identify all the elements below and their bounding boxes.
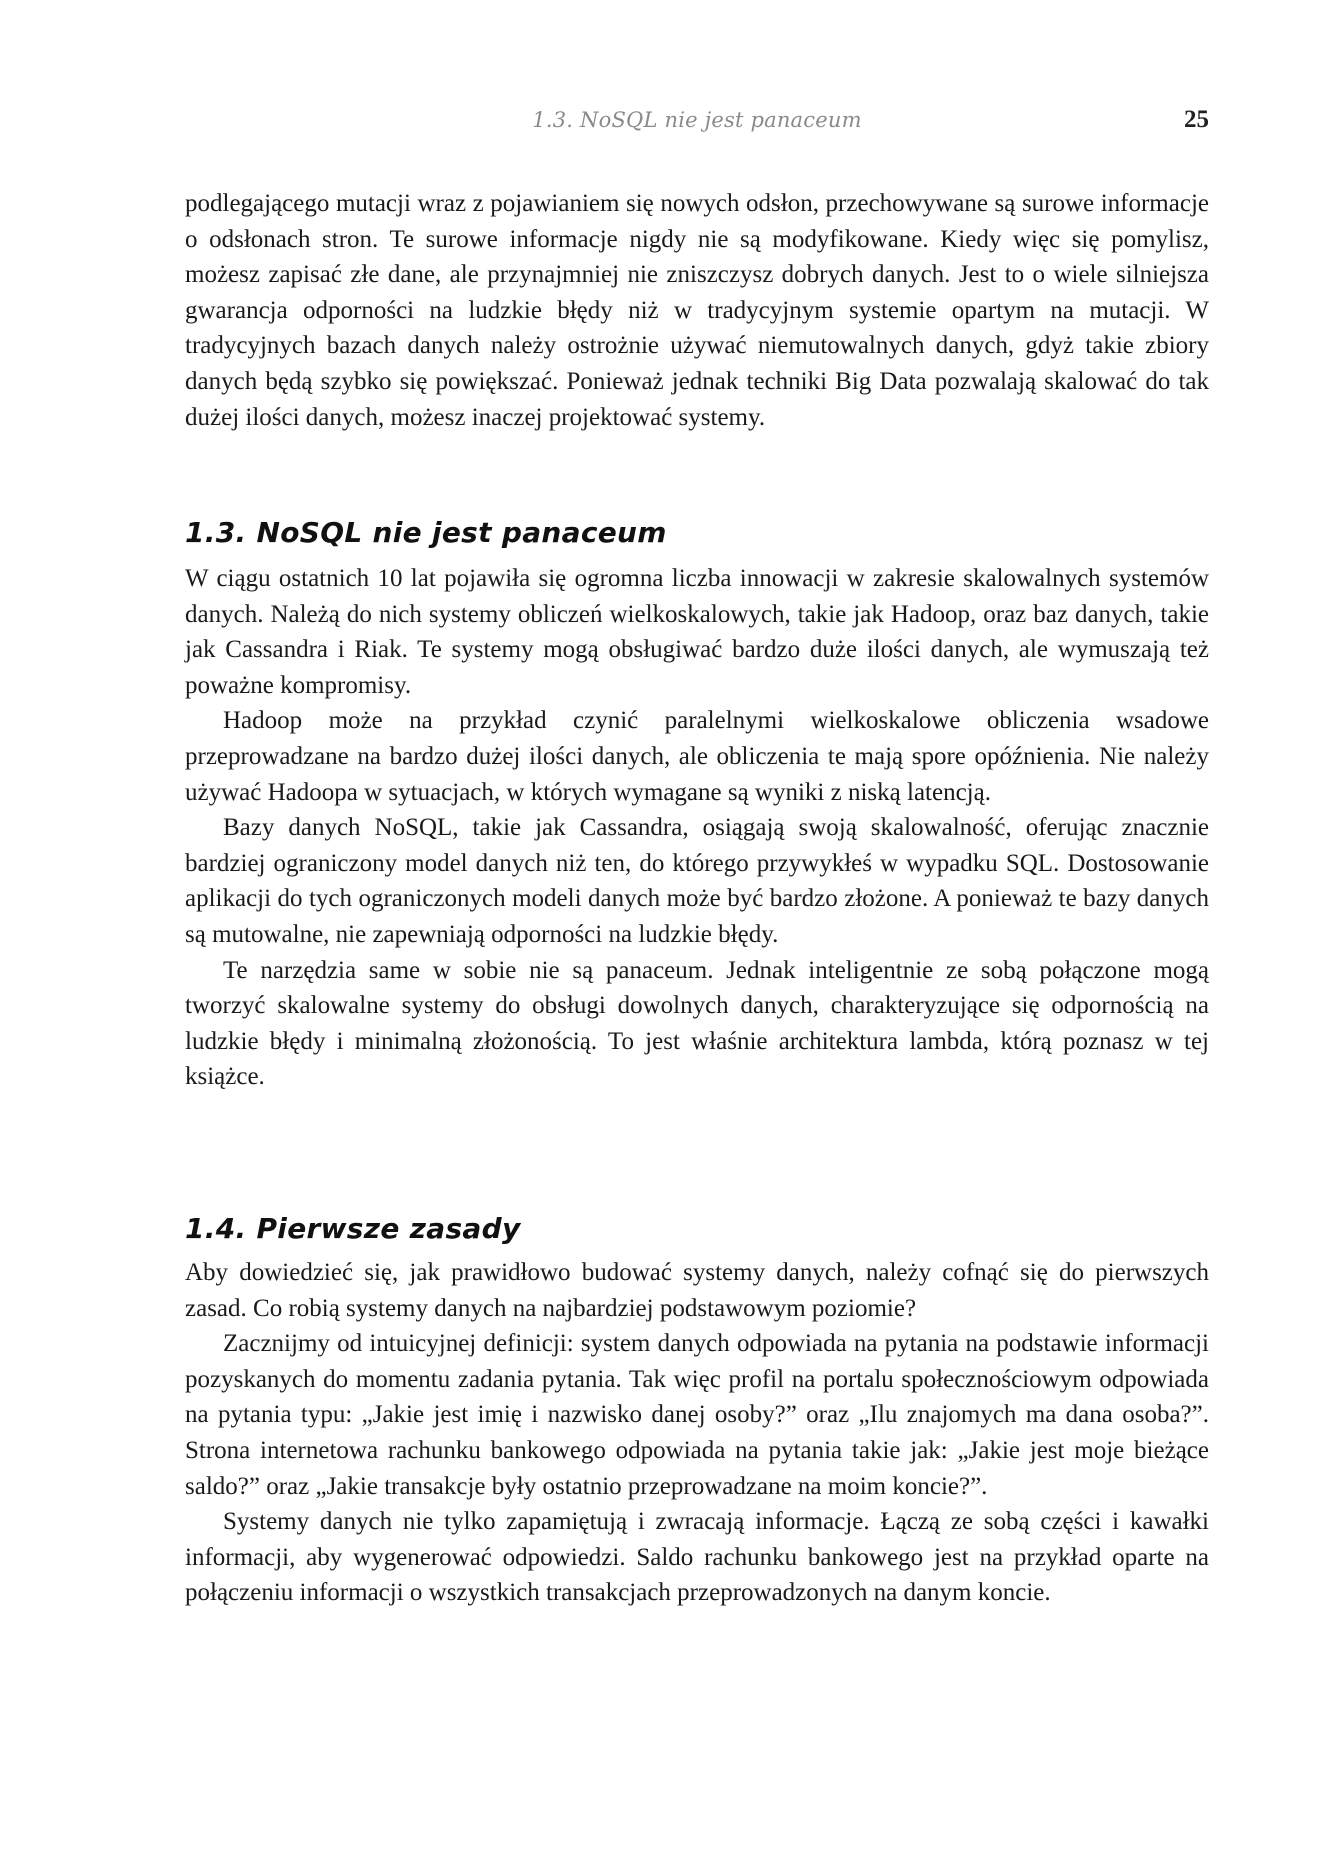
section-heading-1-4: 1.4. Pierwsze zasady (185, 1212, 521, 1245)
paragraph: W ciągu ostatnich 10 lat pojawiła się ogromna liczba innowacji w zakresie skalowalnych systemów danych. Należą do nich systemy obliczeń wielkoskalowych, takie jak Hadoop, oraz baz danych, takie jak Cassandra i Riak. Te systemy mogą obsługiwać bardzo duże ilości danych, ale wymuszają też poważne kompromisy. (185, 565, 1209, 699)
paragraph: Systemy danych nie tylko zapamiętują i zwracają informacje. Łączą ze sobą części i kawałki informacji, aby wygenerować odpowiedzi. Saldo rachunku bankowego jest na przykład oparte na połączeniu informacji o wszystkich transakcjach przeprowadzonych na danym koncie. (185, 1508, 1209, 1607)
intro-text-block (185, 186, 1209, 435)
running-head (185, 108, 1209, 138)
paragraph: Zacznijmy od intuicyjnej definicji: system danych odpowiada na pytania na podstawie informacji pozyskanych do momentu zadania pytania. Tak więc profil na portalu społecznościowym odpowiada na pytania typu: „Jakie jest imię i nazwisko danej osoby?” oraz „Ilu znajomych ma dana osoba?”. Strona internetowa rachunku bankowego odpowiada na pytania takie jak: „Jakie jest moje bieżące saldo?” oraz „Jakie transakcje były ostatnio przeprowadzane na moim koncie?”. (185, 1330, 1209, 1500)
paragraph: Aby dowiedzieć się, jak prawidłowo budować systemy danych, należy cofnąć się do pierwszych zasad. Co robią systemy danych na najbardziej podstawowym poziomie? (185, 1259, 1209, 1322)
paragraph: Bazy danych NoSQL, takie jak Cassandra, osiągają swoją skalowalność, oferując znacznie bardziej ograniczony model danych niż ten, do którego przywykłeś w wypadku SQL. Dostosowanie aplikacji do tych ograniczonych modeli danych może być bardzo złożone. A ponieważ te bazy danych są mutowalne, nie zapewniają odporności na ludzkie błędy. (185, 814, 1209, 948)
page-number: 25 (1184, 106, 1209, 133)
paragraph: Te narzędzia same w sobie nie są panaceum. Jednak inteligentnie ze sobą połączone mogą tworzyć skalowalne systemy do obsługi dowolnych danych, charakteryzujące się odpornością na ludzkie błędy i minimalną złożonością. To jest właśnie architektura lambda, którą poznasz w tej książce. (185, 956, 1209, 1091)
paragraph: Hadoop może na przykład czynić paralelnymi wielkoskalowe obliczenia wsadowe przeprowadzane na bardzo dużej ilości danych, ale obliczenia te mają spore opóźnienia. Nie należy używać Hadoopa w sytuacjach, w których wymagane są wyniki z niską latencją. (185, 707, 1209, 806)
section-heading-1-3: 1.3. NoSQL nie jest panaceum (185, 516, 667, 549)
book-page (185, 0, 1209, 1867)
section-1-3-body (185, 561, 1209, 1095)
running-head-title: 1.3. NoSQL nie jest panaceum (532, 108, 862, 132)
section-1-4-body (185, 1255, 1209, 1611)
paragraph: podlegającego mutacji wraz z pojawianiem się nowych odsłon, przechowywane są surowe informacje o odsłonach stron. Te surowe informacje nigdy nie są modyfikowane. Kiedy więc się pomylisz, możesz zapisać złe dane, ale przynajmniej nie zniszczysz dobrych danych. Jest to o wiele silniejsza gwarancja odporności na ludzkie błędy niż w tradycyjnym systemie opartym na mutacji. W tradycyjnych bazach danych należy ostrożnie używać niemutowalnych danych, gdyż takie zbiory danych będą szybko się powiększać. Ponieważ jednak techniki Big Data pozwalają skalować do tak dużej ilości danych, możesz inaczej projektować systemy. (185, 190, 1209, 431)
